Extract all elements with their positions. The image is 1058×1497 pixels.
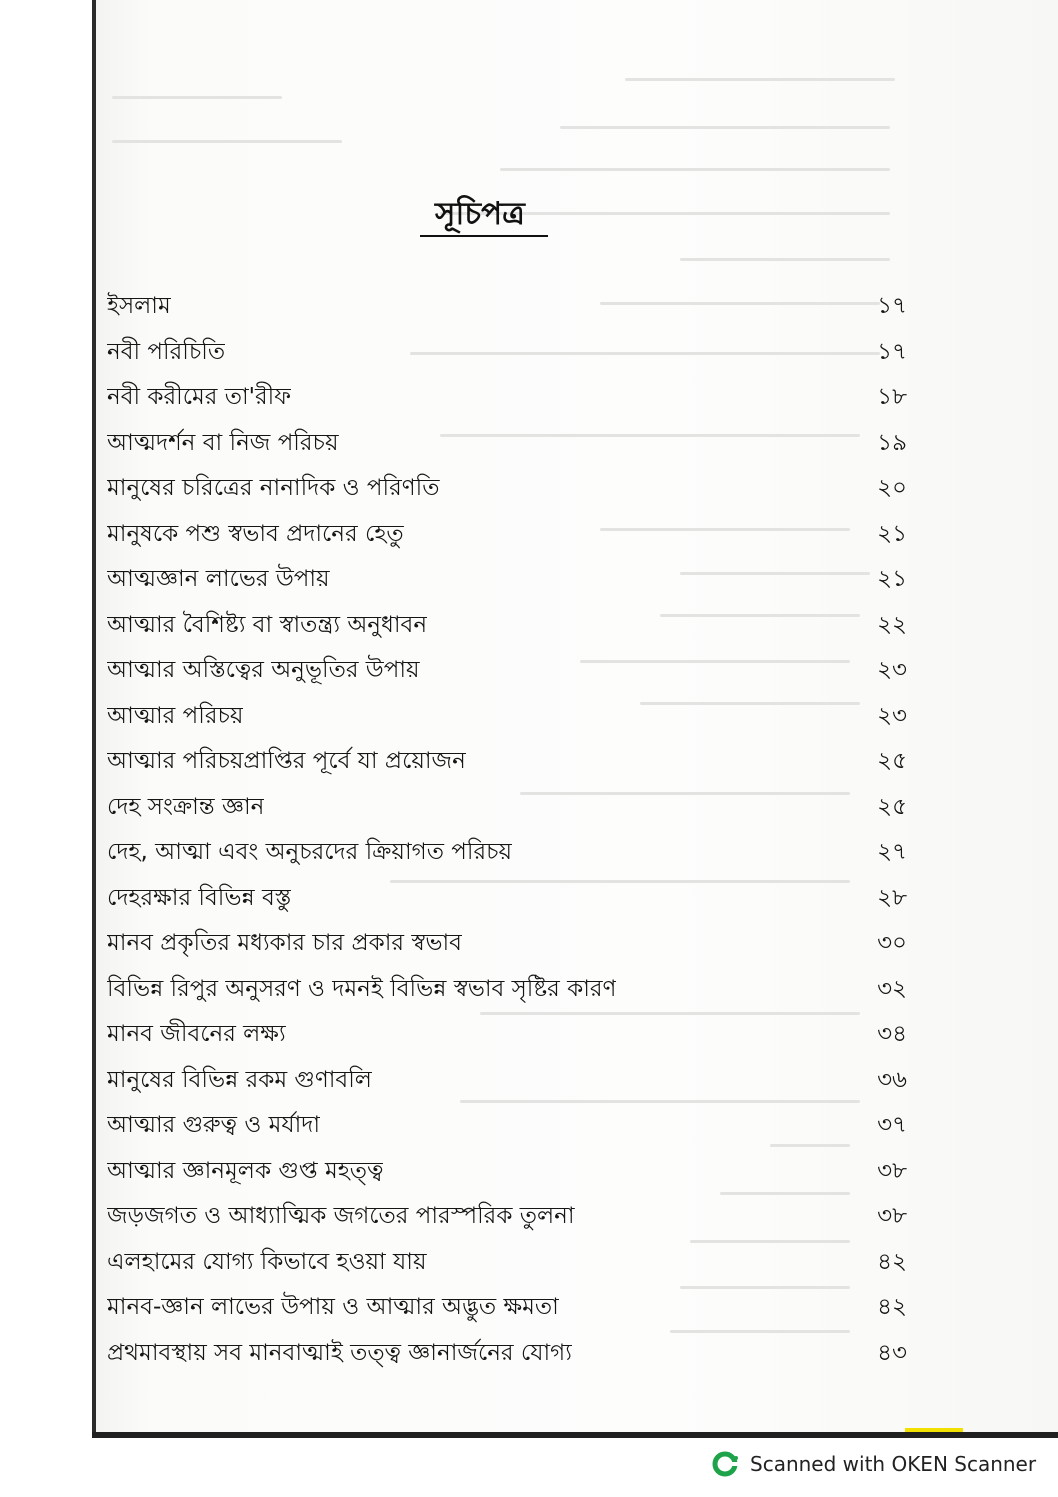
toc-entry-title: দেহ সংক্রান্ত জ্ঞান — [107, 793, 265, 820]
toc-entry-title: জড়জগত ও আধ্যাত্মিক জগতের পারস্পরিক তুলনা — [107, 1203, 575, 1229]
toc-entry-page-number: ১৭ — [877, 338, 907, 365]
toc-entry-title: আত্মার পরিচয়প্রাপ্তির পূর্বে যা প্রয়োজন — [107, 748, 466, 774]
bleed-through-line — [112, 140, 342, 143]
toc-entry-page-number: ৩২ — [877, 975, 907, 1002]
toc-entry-title: দেহরক্ষার বিভিন্ন বস্তু — [107, 884, 292, 911]
page-title: সূচিপত্র — [435, 196, 525, 232]
toc-entry-page-number: ২৫ — [877, 793, 907, 820]
toc-entry-page-number: ২১ — [877, 520, 907, 547]
toc-entry-page-number: ৪২ — [877, 1248, 907, 1275]
toc-entry-page-number: ২৫ — [877, 748, 907, 774]
toc-entry-page-number: ১৮ — [877, 384, 907, 410]
toc-entry-title: বিভিন্ন রিপুর অনুসরণ ও দমনই বিভিন্ন স্বভাব সৃষ্টির কারণ — [107, 975, 617, 1002]
toc-entry — [107, 557, 907, 603]
toc-entry-title: আত্মার পরিচয় — [107, 702, 244, 729]
table-of-contents — [107, 284, 907, 1376]
toc-entry-title: আত্মার বৈশিষ্ট্য বা স্বাতন্ত্র্য অনুধাবন — [107, 611, 428, 638]
toc-entry — [107, 421, 907, 467]
toc-entry-page-number: ৪৩ — [877, 1339, 907, 1366]
toc-entry — [107, 466, 907, 512]
toc-entry — [107, 1149, 907, 1195]
toc-entry — [107, 785, 907, 831]
toc-entry-title: আত্মার অস্তিত্বের অনুভূতির উপায় — [107, 657, 420, 683]
highlighter-mark — [905, 1428, 963, 1432]
toc-entry-title: মানুষকে পশু স্বভাব প্রদানের হেতু — [107, 520, 404, 547]
toc-entry-title: মানব-জ্ঞান লাভের উপায় ও আত্মার অদ্ভুত ক্ষমতা — [107, 1294, 559, 1320]
toc-entry-title: ইসলাম — [107, 293, 171, 319]
book-page-bottom-edge — [92, 1432, 1058, 1438]
toc-entry-title: নবী পরিচিতি — [107, 338, 226, 365]
toc-entry-page-number: ৪২ — [877, 1294, 907, 1320]
toc-entry — [107, 1012, 907, 1058]
toc-entry — [107, 967, 907, 1013]
bleed-through-line — [560, 126, 890, 129]
title-underline — [420, 235, 548, 237]
bleed-through-line — [680, 258, 890, 261]
book-spine-shadow — [92, 0, 96, 1438]
toc-entry-page-number: ১৯ — [877, 429, 907, 456]
toc-entry-title: এলহামের যোগ্য কিভাবে হওয়া যায় — [107, 1248, 427, 1275]
bleed-through-line — [500, 168, 890, 171]
toc-entry — [107, 603, 907, 649]
toc-entry-page-number: ২২ — [877, 611, 907, 638]
bleed-through-line — [112, 96, 282, 99]
toc-entry — [107, 1331, 907, 1377]
toc-entry-page-number: ৩৮ — [877, 1203, 907, 1229]
toc-entry-page-number: ১৭ — [877, 293, 907, 319]
toc-entry-title: দেহ, আত্মা এবং অনুচরদের ক্রিয়াগত পরিচয় — [107, 839, 513, 865]
toc-entry-page-number: ২১ — [877, 566, 907, 592]
toc-entry — [107, 1194, 907, 1240]
scanner-watermark-text: Scanned with OKEN Scanner — [750, 1452, 1037, 1476]
toc-entry — [107, 1103, 907, 1149]
toc-entry — [107, 921, 907, 967]
toc-entry-title: প্রথমাবস্থায় সব মানবাত্মাই তত্ত্ব জ্ঞানার্জনের যোগ্য — [107, 1339, 572, 1366]
toc-entry-title: আত্মার গুরুত্ব ও মর্যাদা — [107, 1112, 321, 1138]
toc-entry — [107, 739, 907, 785]
toc-entry — [107, 512, 907, 558]
toc-entry-page-number: ২৮ — [877, 884, 907, 911]
toc-entry — [107, 694, 907, 740]
toc-entry-title: মানব প্রকৃতির মধ্যকার চার প্রকার স্বভাব — [107, 930, 462, 956]
toc-entry-page-number: ২৭ — [877, 839, 907, 865]
toc-entry-page-number: ৩৮ — [877, 1157, 907, 1184]
toc-entry-title: মানুষের বিভিন্ন রকম গুণাবলি — [107, 1066, 372, 1093]
scanner-watermark — [710, 1446, 1036, 1482]
toc-entry — [107, 284, 907, 330]
toc-entry — [107, 375, 907, 421]
bleed-through-line — [625, 78, 895, 81]
toc-entry — [107, 876, 907, 922]
oken-scanner-logo-icon — [710, 1449, 740, 1479]
toc-entry-page-number: ৩৪ — [877, 1021, 907, 1047]
toc-entry-title: মানুষের চরিত্রের নানাদিক ও পরিণতি — [107, 475, 440, 501]
toc-entry — [107, 1058, 907, 1104]
toc-entry-page-number: ২৩ — [877, 702, 907, 729]
toc-entry-title: মানব জীবনের লক্ষ্য — [107, 1021, 286, 1047]
toc-entry-page-number: ৩৬ — [877, 1066, 907, 1093]
toc-entry-page-number: ২৩ — [877, 657, 907, 683]
toc-entry-title: নবী করীমের তা'রীফ — [107, 384, 292, 410]
toc-entry — [107, 648, 907, 694]
toc-entry-title: আত্মজ্ঞান লাভের উপায় — [107, 566, 330, 592]
toc-entry-title: আত্মার জ্ঞানমূলক গুপ্ত মহত্ত্ব — [107, 1157, 384, 1184]
toc-entry-page-number: ৩৭ — [877, 1112, 907, 1138]
toc-entry — [107, 330, 907, 376]
toc-entry-page-number: ২০ — [877, 475, 907, 501]
toc-entry-title: আত্মদর্শন বা নিজ পরিচয় — [107, 429, 339, 456]
toc-entry — [107, 830, 907, 876]
toc-entry — [107, 1240, 907, 1286]
toc-entry-page-number: ৩০ — [877, 930, 907, 956]
toc-entry — [107, 1285, 907, 1331]
